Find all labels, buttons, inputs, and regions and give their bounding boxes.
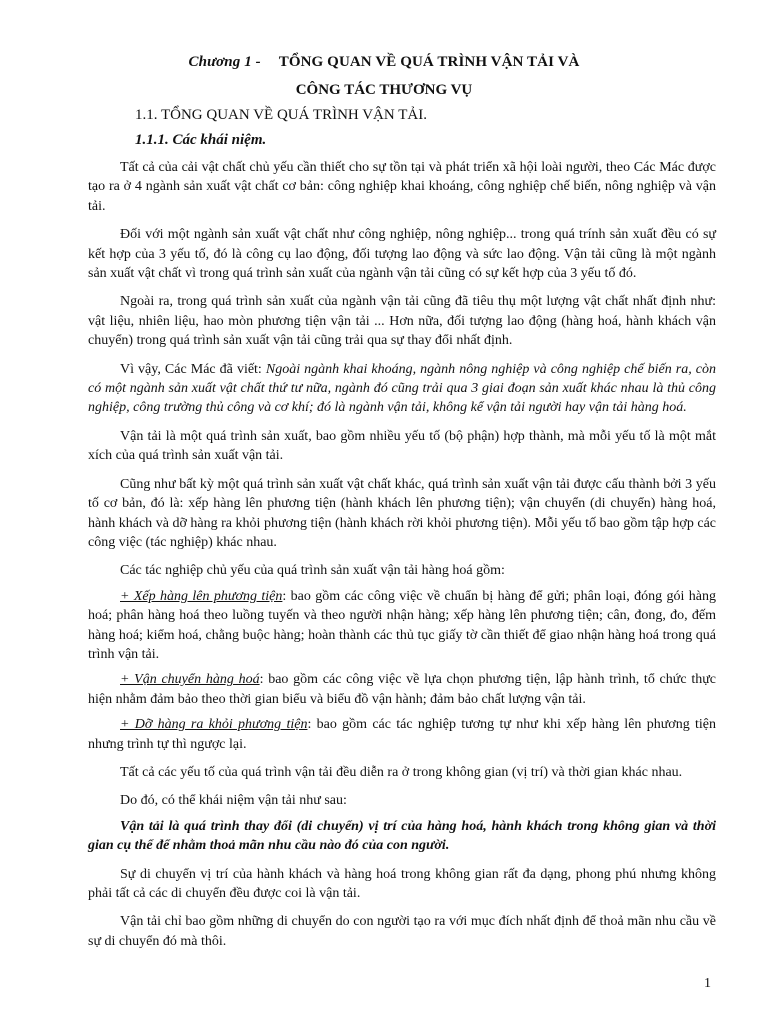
chapter-label: Chương 1 - [188, 54, 261, 70]
chapter-title-line1 [0, 54, 768, 71]
chapter-title-text: TỔNG QUAN VỀ QUÁ TRÌNH VẬN TẢI VÀ [278, 54, 580, 70]
chapter-title-line2: CÔNG TÁC THƯƠNG VỤ [295, 82, 473, 98]
list-item-label: + Dỡ hàng ra khỏi phương tiện [120, 717, 308, 733]
quote-text: Ngoài ngành khai khoáng, ngành nông nghiệp và công nghiệp chế biến ra, còn có một ngành sản xuất vật chất thứ tư nữa, ngành đó cũng trải qua 3 giai đoạn sản xuất khác nhau là thủ công nghiệp, công trường thủ công và cơ khí; đó là ngành vận tải, không kể vận tải người hay vận tải hàng hoá. [88, 361, 717, 416]
paragraph: Sự di chuyển vị trí của hành khách và hàng hoá trong không gian rất đa dạng, phong phú nhưng không phải tất cả các di chuyển đều được coi là vận tải. [88, 866, 716, 901]
list-item-text: : bao gồm các công việc về lựa chọn phương tiện, lập hành trình, tổ chức thực hiện nhằm đảm bảo theo thời gian biểu và biểu đồ vận hành; đảm bảo chất lượng vận tải. [88, 672, 717, 707]
list-item-unloading [88, 715, 716, 754]
subsection-heading: 1.1.1. Các khái niệm. [135, 132, 267, 148]
quote-lead: Vì vậy, Các Mác đã viết: [120, 361, 266, 377]
paragraph: Ngoài ra, trong quá trình sản xuất của ngành vận tải cũng đã tiêu thụ một lượng vật chất nhất định như: vật liệu, nhiên liệu, hao mòn phương tiện vận tải ... Hơn nữa, đối tượng lao động (hàng hoá, hành khách vận chuyển) trong quá trình sản xuất vận tải cũng trải qua sự thay đổi nhất định. [88, 294, 716, 349]
list-item-transport [88, 670, 716, 709]
list-item-loading [88, 587, 716, 665]
page-number: 1 [704, 976, 711, 991]
definition-paragraph: Vận tải là quá trình thay đổi (di chuyển) vị trí của hàng hoá, hành khách trong không gian và thời gian cụ thể để nhằm thoả mãn nhu cầu nào đó của con người. [88, 818, 716, 854]
list-item-text: : bao gồm các công việc về chuẩn bị hàng để gửi; phân loại, đóng gói hàng hoá; phân hàng hoá theo luồng tuyến và theo người nhận hàng; xếp hàng lên phương tiện; cân, đong, đo, đếm hàng hoá; kiểm hoá, chằng buộc hàng; hoàn thành các thủ tục giấy tờ cần thiết để giao nhận hàng hoá trong quá trình vận tải. [88, 588, 716, 662]
paragraph: Cũng như bất kỳ một quá trình sản xuất vật chất khác, quá trình sản xuất vận tải được cấu thành bởi 3 yếu tố cơ bản, đó là: xếp hàng lên phương tiện (hành khách lên phương tiện); vận chuyển (di chuyển) hàng hoá, hành khách và dỡ hàng ra khỏi phương tiện (hành khách rời khỏi phương tiện). Mỗi yếu tố bao gồm tập hợp các công việc (tác nghiệp) khác nhau. [88, 476, 716, 550]
paragraph: Đối với một ngành sản xuất vật chất như công nghiệp, nông nghiệp... trong quá trính sản xuất đều có sự kết hợp của 3 yếu tố, đó là công cụ lao động, đối tượng lao động và sức lao động. Vận tải cũng là một ngành sản xuất vật chất vì trong quá trình sản xuất của ngành vận tải cũng có sự kết hợp của 3 yếu tố đó. [88, 227, 716, 282]
list-item-text: : bao gồm các tác nghiệp tương tự như khi xếp hàng lên phương tiện nhưng trình tự thì ngược lại. [88, 717, 716, 752]
section-heading: 1.1. TỔNG QUAN VỀ QUÁ TRÌNH VẬN TẢI. [135, 107, 427, 123]
document-body [88, 158, 716, 960]
paragraph: Vận tải chỉ bao gồm những di chuyển do con người tạo ra với mục đích nhất định để thoả mãn nhu cầu về sự di chuyển đó mà thôi. [88, 914, 716, 949]
paragraph: Các tác nghiệp chủ yếu của quá trình sản xuất vận tải hàng hoá gồm: [120, 563, 505, 579]
paragraph-quote [88, 360, 716, 418]
paragraph: Tất cả của cải vật chất chủ yếu cần thiết cho sự tồn tại và phát triển xã hội loài người, theo Các Mác được tạo ra ở 4 ngành sản xuất vật chất cơ bản: công nghiệp khai khoáng, công nghiệp chế biến, nông nghiệp và vận tải. [88, 160, 716, 214]
paragraph: Tất cả các yếu tố của quá trình vận tải đều diễn ra ở trong không gian (vị trí) và thời gian khác nhau. [120, 764, 683, 780]
paragraph: Vận tải là một quá trình sản xuất, bao gồm nhiều yếu tố (bộ phận) hợp thành, mà mỗi yếu tố là một mắt xích của quá trình sản xuất vận tải. [88, 428, 716, 464]
list-item-label: + Vận chuyển hàng hoá [120, 672, 260, 688]
paragraph: Do đó, có thể khái niệm vận tải như sau: [120, 793, 347, 809]
list-item-label: + Xếp hàng lên phương tiện [120, 588, 283, 604]
